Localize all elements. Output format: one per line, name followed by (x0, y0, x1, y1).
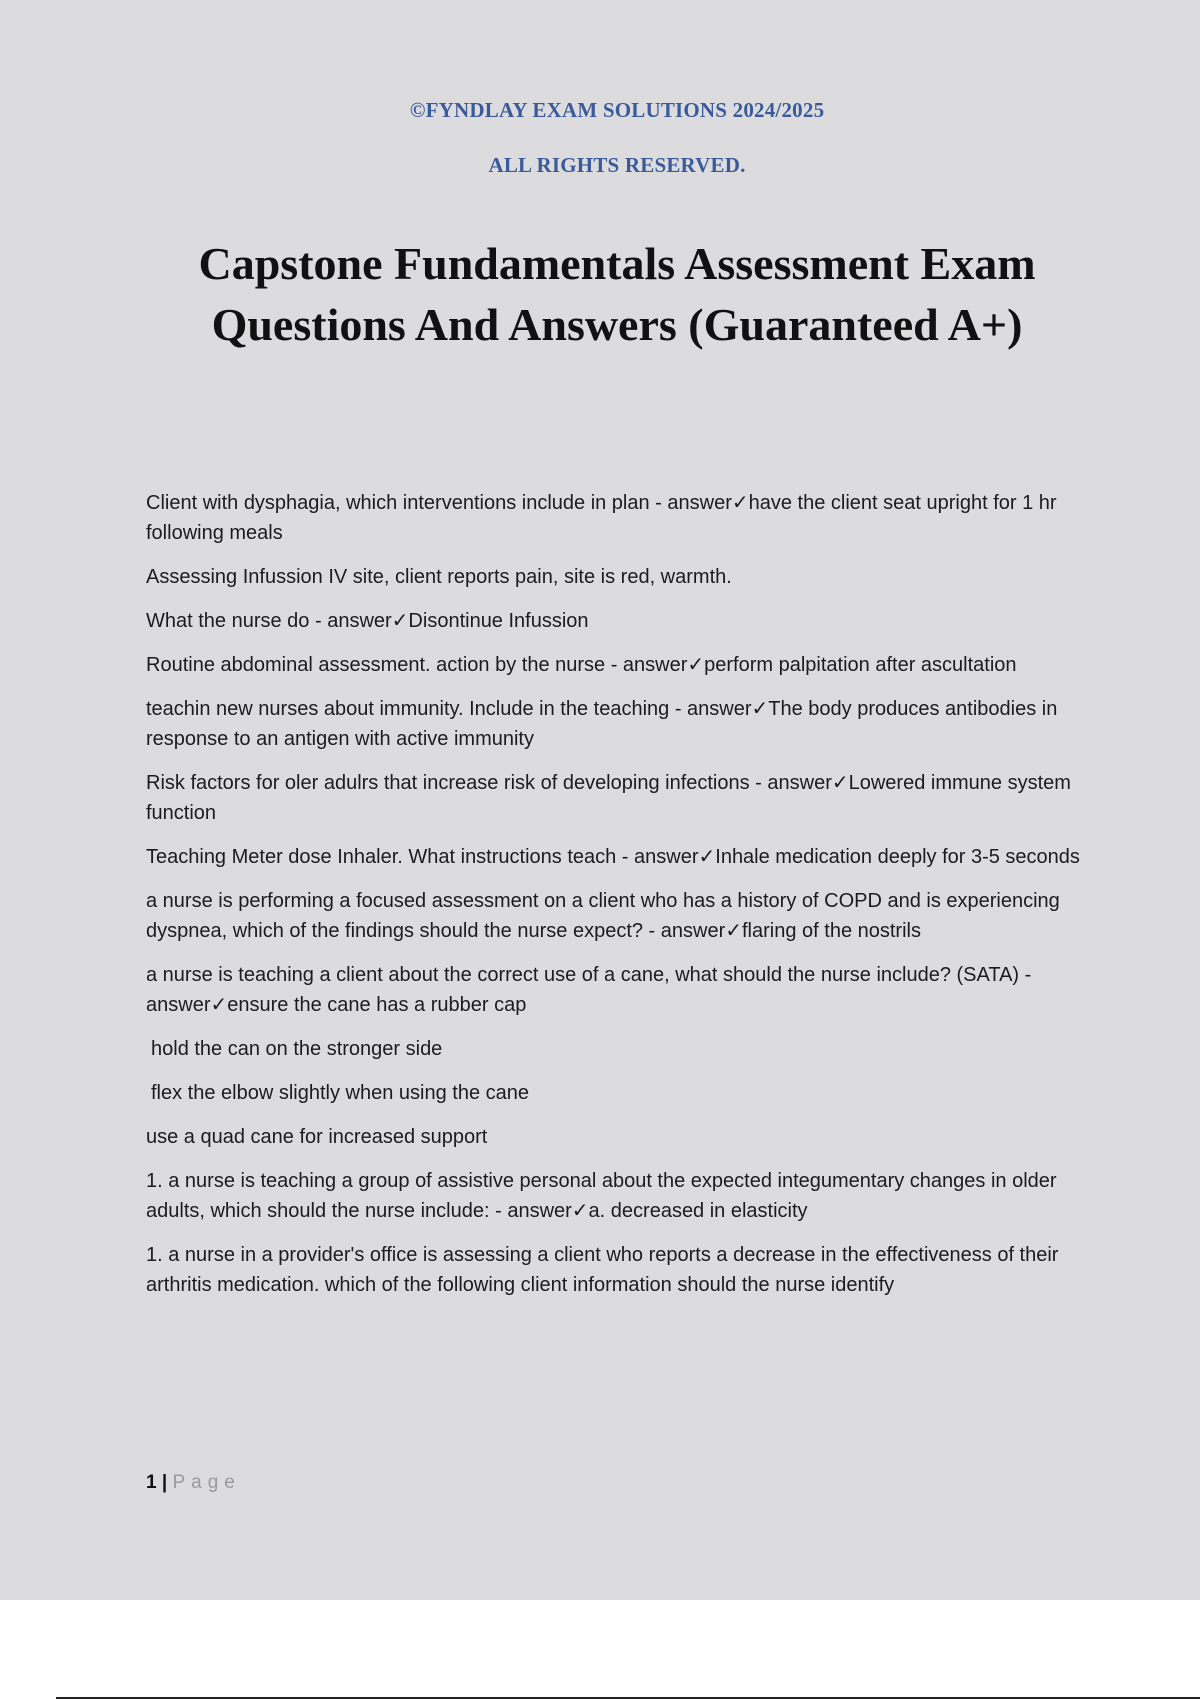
qa-item: What the nurse do - answer✓Disontinue Infussion (146, 610, 589, 632)
title-line-1: Capstone Fundamentals Assessment Exam (198, 238, 1036, 289)
qa-item: Client with dysphagia, which interventions include in plan - answer✓have the client seat upright for 1 hr following meals (146, 492, 1057, 544)
qa-item: hold the can on the stronger side (151, 1038, 443, 1060)
qa-item: Teaching Meter dose Inhaler. What instructions teach - answer✓Inhale medication deeply for 3-5 seconds (146, 846, 1080, 868)
qa-item: teachin new nurses about immunity. Include in the teaching - answer✓The body produces antibodies in response to an antigen with active immunity (146, 698, 1058, 750)
page-footer (146, 1472, 241, 1494)
bottom-divider (56, 1697, 1200, 1699)
qa-item: a nurse is teaching a client about the correct use of a cane, what should the nurse include? (SATA) - answer✓ensure the cane has a rubber cap (146, 964, 1032, 1016)
page-label: Page (172, 1472, 241, 1493)
document-title (100, 233, 1134, 355)
footer-separator: | (161, 1472, 168, 1493)
copyright-header: ©FYNDLAY EXAM SOLUTIONS 2024/2025 (409, 98, 825, 122)
qa-item: 1. a nurse in a provider's office is assessing a client who reports a decrease in the effectiveness of their arthritis medication. which of the following client information should the nurse identify (146, 1244, 1059, 1296)
qa-item: a nurse is performing a focused assessment on a client who has a history of COPD and is experiencing dyspnea, which of the findings should the nurse expect? - answer✓flaring of the nostrils (146, 890, 1060, 942)
qa-item: 1. a nurse is teaching a group of assistive personal about the expected integumentary changes in older adults, which should the nurse include: - answer✓a. decreased in elasticity (146, 1170, 1057, 1222)
qa-item: Routine abdominal assessment. action by the nurse - answer✓perform palpitation after ascultation (146, 654, 1017, 676)
qa-item: use a quad cane for increased support (146, 1126, 488, 1148)
page-number: 1 (146, 1472, 157, 1493)
title-line-2: Questions And Answers (Guaranteed A+) (211, 299, 1023, 350)
qa-content (146, 488, 1091, 1314)
qa-item: Risk factors for oler adulrs that increase risk of developing infections - answer✓Lowered immune system function (146, 772, 1071, 824)
qa-item: Assessing Infussion IV site, client reports pain, site is red, warmth. (146, 566, 732, 588)
rights-header: ALL RIGHTS RESERVED. (488, 153, 746, 177)
qa-item: flex the elbow slightly when using the cane (151, 1082, 530, 1104)
